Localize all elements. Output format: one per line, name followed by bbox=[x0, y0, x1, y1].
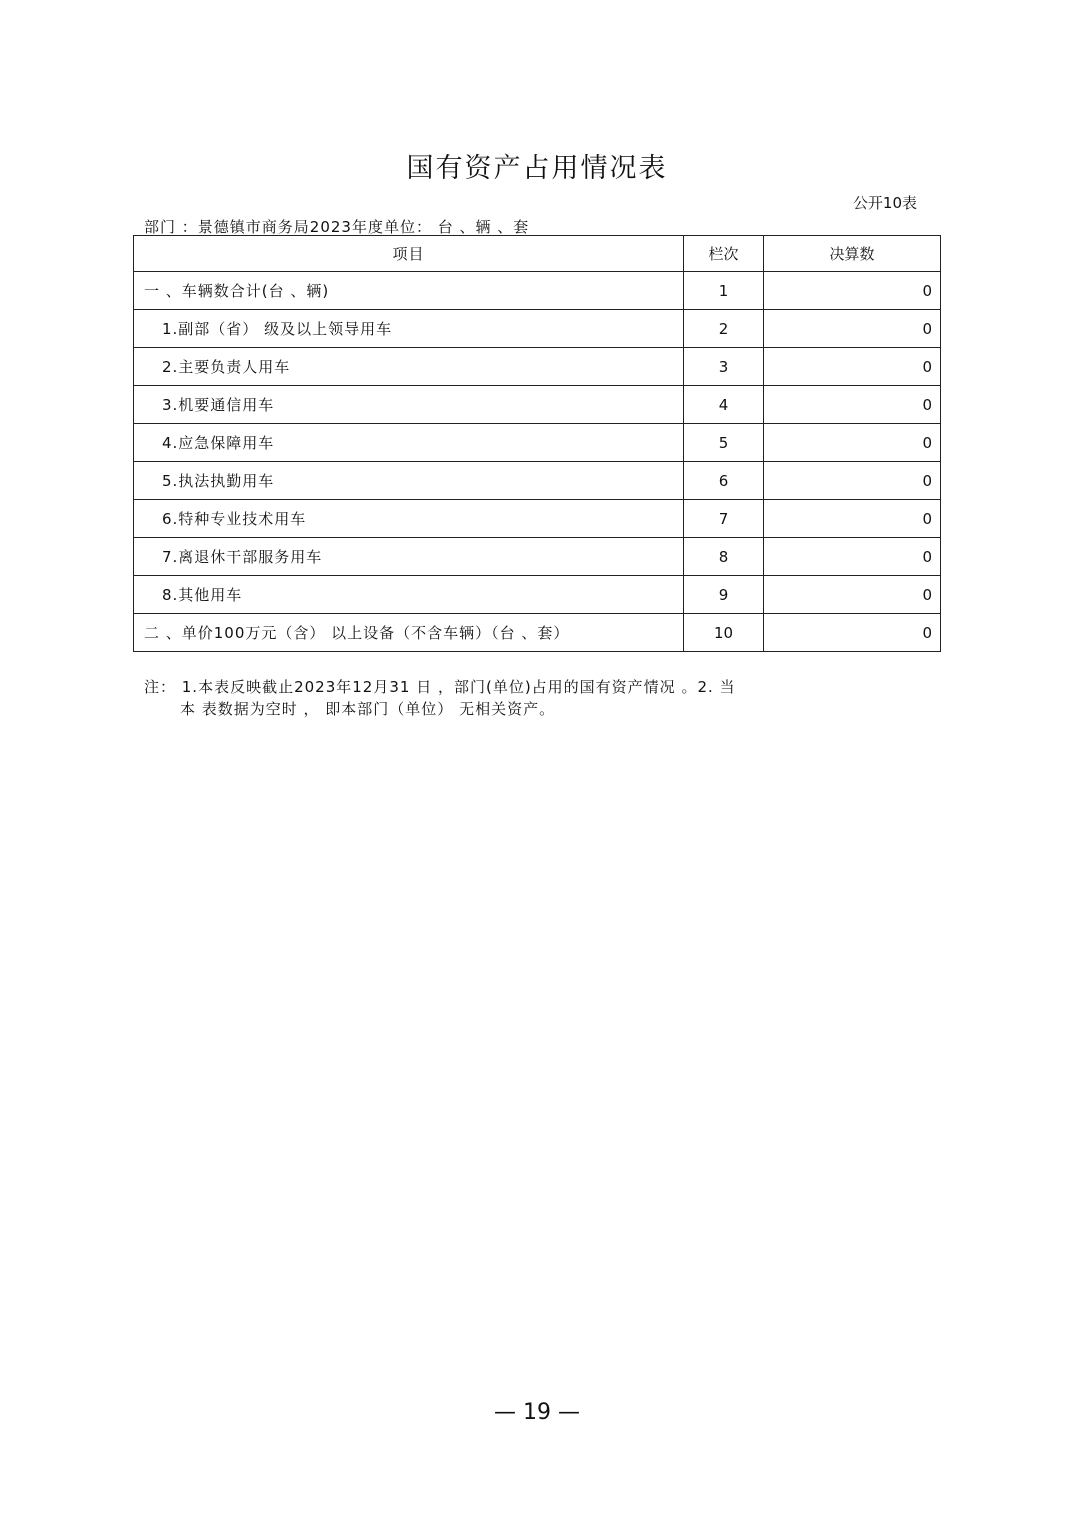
row-item: 5.执法执勤用车 bbox=[134, 462, 684, 500]
row-item: 7.离退休干部服务用车 bbox=[134, 538, 684, 576]
row-value: 0 bbox=[764, 424, 941, 462]
row-value: 0 bbox=[764, 348, 941, 386]
row-item: 2.主要负责人用车 bbox=[134, 348, 684, 386]
row-column-no: 4 bbox=[684, 386, 764, 424]
row-value: 0 bbox=[764, 500, 941, 538]
row-column-no: 6 bbox=[684, 462, 764, 500]
row-value: 0 bbox=[764, 576, 941, 614]
row-item: 3.机要通信用车 bbox=[134, 386, 684, 424]
table-row bbox=[134, 272, 941, 310]
table-id-label: 公开10表 bbox=[852, 194, 917, 212]
department-unit-line: 部门 ：景德镇市商务局2023年度单位： 台 、辆 、套 bbox=[144, 218, 530, 236]
table-row bbox=[134, 538, 941, 576]
row-item: 6.特种专业技术用车 bbox=[134, 500, 684, 538]
row-column-no: 8 bbox=[684, 538, 764, 576]
row-column-no: 3 bbox=[684, 348, 764, 386]
row-column-no: 2 bbox=[684, 310, 764, 348]
asset-table bbox=[133, 235, 941, 652]
table-row bbox=[134, 462, 941, 500]
row-item: 1.副部（省） 级及以上领导用车 bbox=[134, 310, 684, 348]
row-item: 一 、车辆数合计(台 、辆) bbox=[134, 272, 684, 310]
table-row bbox=[134, 386, 941, 424]
row-value: 0 bbox=[764, 462, 941, 500]
row-column-no: 10 bbox=[684, 614, 764, 652]
table-row bbox=[134, 500, 941, 538]
table-header-row bbox=[134, 236, 941, 272]
header-item: 项目 bbox=[134, 236, 684, 272]
row-column-no: 5 bbox=[684, 424, 764, 462]
page-number: — 19 — bbox=[494, 1400, 580, 1425]
row-item: 二 、单价100万元（含） 以上设备（不含车辆）（台 、套） bbox=[134, 614, 684, 652]
note-line-1: 注： 1.本表反映截止2023年12月31 日 ，部门(单位)占用的国有资产情况 。2. 当 bbox=[144, 678, 736, 696]
table-row bbox=[134, 310, 941, 348]
note-line-2: 本 表数据为空时 ， 即本部门（单位） 无相关资产。 bbox=[180, 700, 556, 718]
header-final-amount: 决算数 bbox=[764, 236, 941, 272]
table-row bbox=[134, 348, 941, 386]
table-row bbox=[134, 614, 941, 652]
row-value: 0 bbox=[764, 272, 941, 310]
row-item: 4.应急保障用车 bbox=[134, 424, 684, 462]
row-item: 8.其他用车 bbox=[134, 576, 684, 614]
page-title: 国有资产占用情况表 bbox=[406, 153, 668, 184]
row-value: 0 bbox=[764, 538, 941, 576]
table-row bbox=[134, 576, 941, 614]
row-column-no: 1 bbox=[684, 272, 764, 310]
table-note bbox=[144, 676, 736, 720]
row-column-no: 9 bbox=[684, 576, 764, 614]
row-value: 0 bbox=[764, 614, 941, 652]
row-column-no: 7 bbox=[684, 500, 764, 538]
table-row bbox=[134, 424, 941, 462]
header-column-no: 栏次 bbox=[684, 236, 764, 272]
row-value: 0 bbox=[764, 310, 941, 348]
row-value: 0 bbox=[764, 386, 941, 424]
